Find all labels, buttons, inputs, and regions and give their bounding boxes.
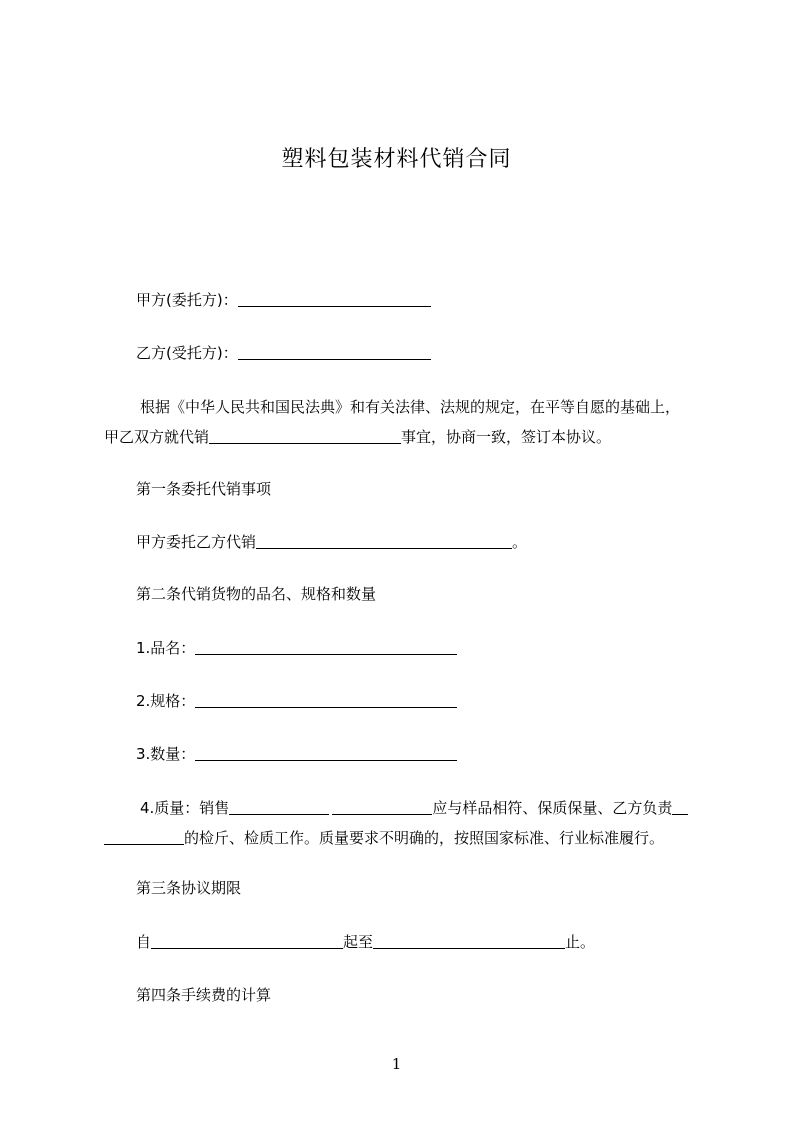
item-quantity-line [136,744,457,764]
term-start-blank[interactable] [151,932,343,949]
item-quality-label: 4.质量：销售 [140,799,230,817]
preamble-text-after: 事宜，协商一致，签订本协议。 [401,428,612,446]
party-a-blank[interactable] [238,290,431,307]
article-1-blank[interactable] [256,532,512,549]
article-2-heading: 第二条代销货物的品名、规格和数量 [136,585,377,603]
item-quality-line-2 [104,828,664,848]
article-1-text-after: 。 [512,533,528,551]
article-1-text-before: 甲方委托乙方代销 [136,533,257,551]
item-quality-blank-3[interactable] [672,798,688,815]
item-quality-middle: 应与样品相符、保质保量、乙方负责 [432,799,673,817]
preamble-text-before: 甲乙双方就代销 [104,428,210,446]
party-b-line [136,343,431,363]
item-quantity-label: 3.数量： [136,745,196,763]
article-3-middle: 起至 [343,933,374,951]
item-quality-line-1 [140,798,688,818]
document-title: 塑料包装材料代销合同 [281,147,512,172]
item-quality-after: 的检斤、检质工作。质量要求不明确的，按照国家标准、行业标准履行。 [184,829,665,847]
article-1-text [136,532,527,552]
item-quantity-blank[interactable] [195,744,457,761]
page-number: 1 [391,1055,402,1073]
preamble-line-1: 根据《中华人民共和国民法典》和有关法律、法规的规定，在平等自愿的基础上， [140,398,681,416]
item-quality-blank-2[interactable] [332,798,432,815]
preamble-goods-blank[interactable] [209,427,401,444]
article-1-heading: 第一条委托代销事项 [136,480,272,498]
item-spec-label: 2.规格： [136,692,196,710]
article-3-start: 自 [136,933,152,951]
article-3-text [136,932,595,952]
article-3-end: 止。 [565,933,596,951]
party-b-blank[interactable] [238,343,431,360]
item-name-blank[interactable] [195,638,457,655]
party-b-label: 乙方(受托方)： [136,344,238,362]
party-a-line [136,290,431,310]
item-quality-blank-4[interactable] [104,828,184,845]
item-name-label: 1.品名： [136,639,196,657]
term-end-blank[interactable] [373,932,565,949]
item-name-line [136,638,457,658]
party-a-label: 甲方(委托方)： [136,291,238,309]
item-spec-blank[interactable] [195,691,457,708]
item-quality-blank-1[interactable] [229,798,329,815]
article-3-heading: 第三条协议期限 [136,879,242,897]
preamble-line-2 [104,427,611,447]
article-4-heading: 第四条手续费的计算 [136,986,272,1004]
item-spec-line [136,691,457,711]
